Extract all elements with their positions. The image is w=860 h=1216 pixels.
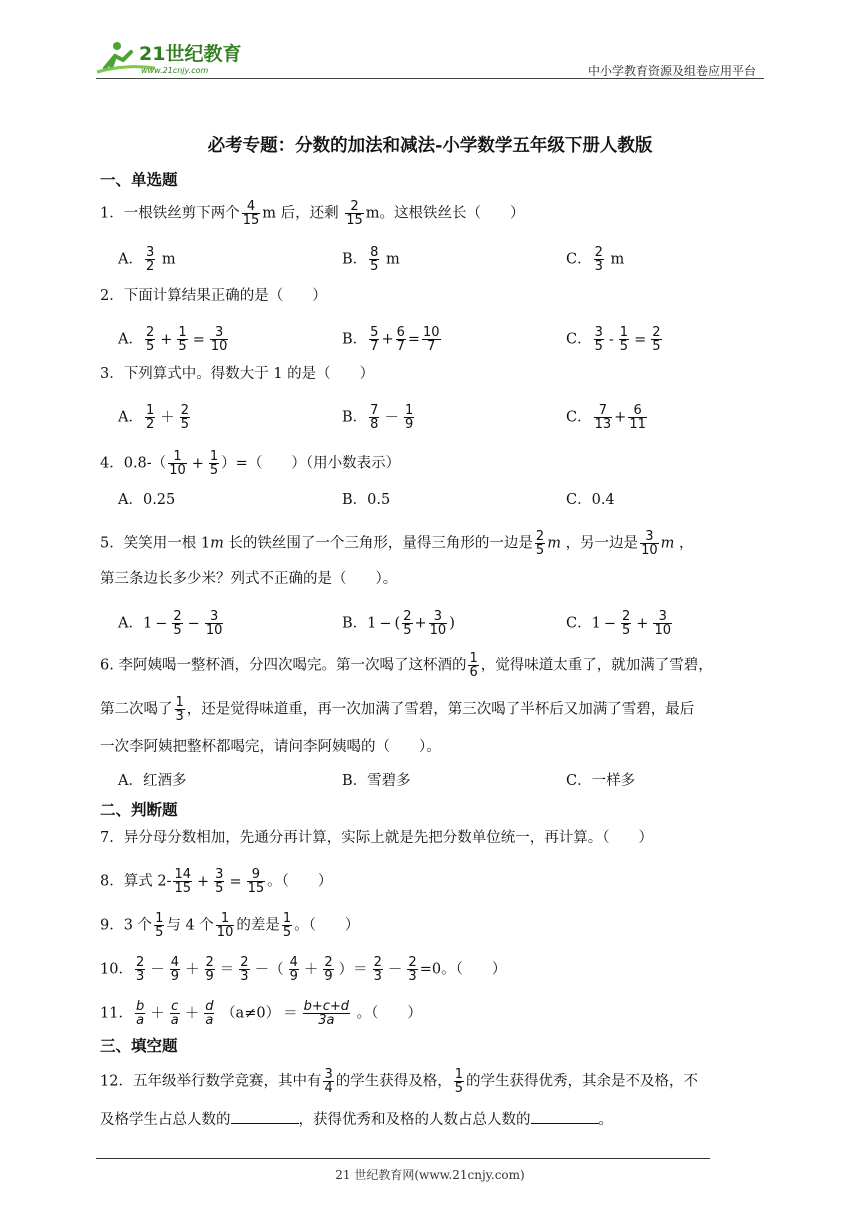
question-2: 2．下面计算结果正确的是（ ） xyxy=(100,288,327,304)
footer-text: 21 世纪教育网(www.21cnjy.com) xyxy=(335,1168,525,1182)
q4-option-b[interactable]: B．0.5 xyxy=(342,492,391,508)
q1-option-b[interactable]: B． $\frac{8}{5}$ m xyxy=(342,245,400,274)
q6-option-a[interactable]: A．红酒多 xyxy=(118,773,187,789)
q5-option-a[interactable]: A．1 − $\frac{2}{5}$ − $\frac{3}{10}$ xyxy=(118,609,223,638)
q6-option-b[interactable]: B．雪碧多 xyxy=(342,773,411,789)
answer-blank-2[interactable] xyxy=(531,1109,599,1124)
q5-option-b[interactable]: B．1 − ( $\frac{2}{5}$ + $\frac{3}{10}$ ) xyxy=(342,609,455,638)
question-10: 10． $\frac{2}{3}$ － $\frac{4}{9}$ ＋ $\frac{2}{9}$ ＝ $\frac{2}{3}$ －（ $\frac{4}{9}$ ＋ $\frac{2}{9}$ ）＝ $\frac{2}{3}$ － $\frac{2}{3}$ =0。（ ） xyxy=(100,955,507,984)
question-6-line2: 第二次喝了 $\frac{1}{3}$ ，还是觉得味道重，再一次加满了雪碧，第三次喝了半杯后又加满了雪碧，最后 xyxy=(100,695,695,724)
question-8: 8．算式 2- $\frac{14}{15}$ + $\frac{3}{5}$ = $\frac{9}{15}$ 。（ ） xyxy=(100,867,333,896)
page-title: 必考专题：分数的加法和减法-小学数学五年级下册人教版 xyxy=(207,136,653,156)
logo-url: www.21cnjy.com xyxy=(141,66,209,75)
section-fill-blank: 三、填空题 xyxy=(100,1036,178,1055)
q2-option-a[interactable]: A． $\frac{2}{5}$ + $\frac{1}{5}$ = $\frac{3}{10}$ xyxy=(118,325,228,354)
header-platform-text: 中小学教育资源及组卷应用平台 xyxy=(587,64,756,78)
q1-option-c[interactable]: C． $\frac{2}{3}$ m xyxy=(566,245,625,274)
q3-option-c[interactable]: C． $\frac{7}{13}$ + $\frac{6}{11}$ xyxy=(566,403,646,432)
q4-option-a[interactable]: A．0.25 xyxy=(118,492,176,508)
q6-option-c[interactable]: C．一样多 xyxy=(566,773,636,789)
q2-option-c[interactable]: C． $\frac{3}{5}$ - $\frac{1}{5}$ = $\frac{2}{5}$ xyxy=(566,325,661,354)
question-12-line2: 及格学生占总人数的 ，获得优秀和及格的人数占总人数的 。 xyxy=(100,1109,764,1130)
question-5: 5．笑笑用一根 1m 长的铁丝围了一个三角形，量得三角形的一边是 $\frac{2}{5}$ m ，另一边是 $\frac{3}{10}$ m ， xyxy=(100,529,694,558)
section-true-false: 二、判断题 xyxy=(100,800,178,819)
question-4: 4．0.8-（ $\frac{1}{10}$ + $\frac{1}{5}$ ）=（ ）（用小数表示） xyxy=(100,449,401,478)
question-6: 6. 李阿姨喝一整杯酒，分四次喝完。第一次喝了这杯酒的 $\frac{1}{6}$ ，觉得味道太重了，就加满了雪碧， xyxy=(100,651,713,680)
runner-logo-icon xyxy=(95,38,260,78)
question-3: 3．下列算式中。得数大于 1 的是（ ） xyxy=(100,366,375,382)
question-5-line2: 第三条边长多少米？列式不正确的是（ ）。 xyxy=(100,571,398,587)
question-7: 7．异分母分数相加，先通分再计算，实际上就是先把分数单位统一，再计算。（ ） xyxy=(100,830,653,846)
q2-option-b[interactable]: B． $\frac{5}{7}$ + $\frac{6}{7}$ = $\frac{10}{7}$ xyxy=(342,325,440,354)
question-9: 9．3 个 $\frac{1}{5}$ 与 4 个 $\frac{1}{10}$ 的差是 $\frac{1}{5}$ 。（ ） xyxy=(100,911,360,940)
footer-divider xyxy=(96,1158,710,1159)
q4-option-c[interactable]: C．0.4 xyxy=(566,492,615,508)
q5-option-c[interactable]: C．1 − $\frac{2}{5}$ + $\frac{3}{10}$ xyxy=(566,609,671,638)
logo xyxy=(95,38,260,78)
logo-text: 21世纪教育 xyxy=(139,43,242,65)
answer-blank-1[interactable] xyxy=(231,1109,299,1124)
question-6-line3: 一次李阿姨把整杯都喝完，请问李阿姨喝的（ ）。 xyxy=(100,739,441,755)
q3-option-b[interactable]: B． $\frac{7}{8}$ － $\frac{1}{9}$ xyxy=(342,403,414,432)
question-12: 12．五年级举行数学竞赛，其中有 $\frac{3}{4}$ 的学生获得及格， $\frac{1}{5}$ 的学生获得优秀，其余是不及格，不 xyxy=(100,1067,699,1096)
q3-option-a[interactable]: A． $\frac{1}{2}$ ＋ $\frac{2}{5}$ xyxy=(118,403,190,432)
question-11: 11． $\frac{b}{a}$ ＋ $\frac{c}{a}$ ＋ $\frac{d}{a}$ （a≠0） ＝ $\frac{b+c+d}{3a}$ 。（ ） xyxy=(100,999,422,1028)
q1-option-a[interactable]: A． $\frac{3}{2}$ m xyxy=(118,245,176,274)
question-1: 1．一根铁丝剪下两个 $\frac{4}{15}$ m 后，还剩 $\frac{2}{15}$ m。这根铁丝长（ ） xyxy=(100,199,525,228)
section-single-choice: 一、单选题 xyxy=(100,170,178,189)
header-divider xyxy=(96,78,764,79)
